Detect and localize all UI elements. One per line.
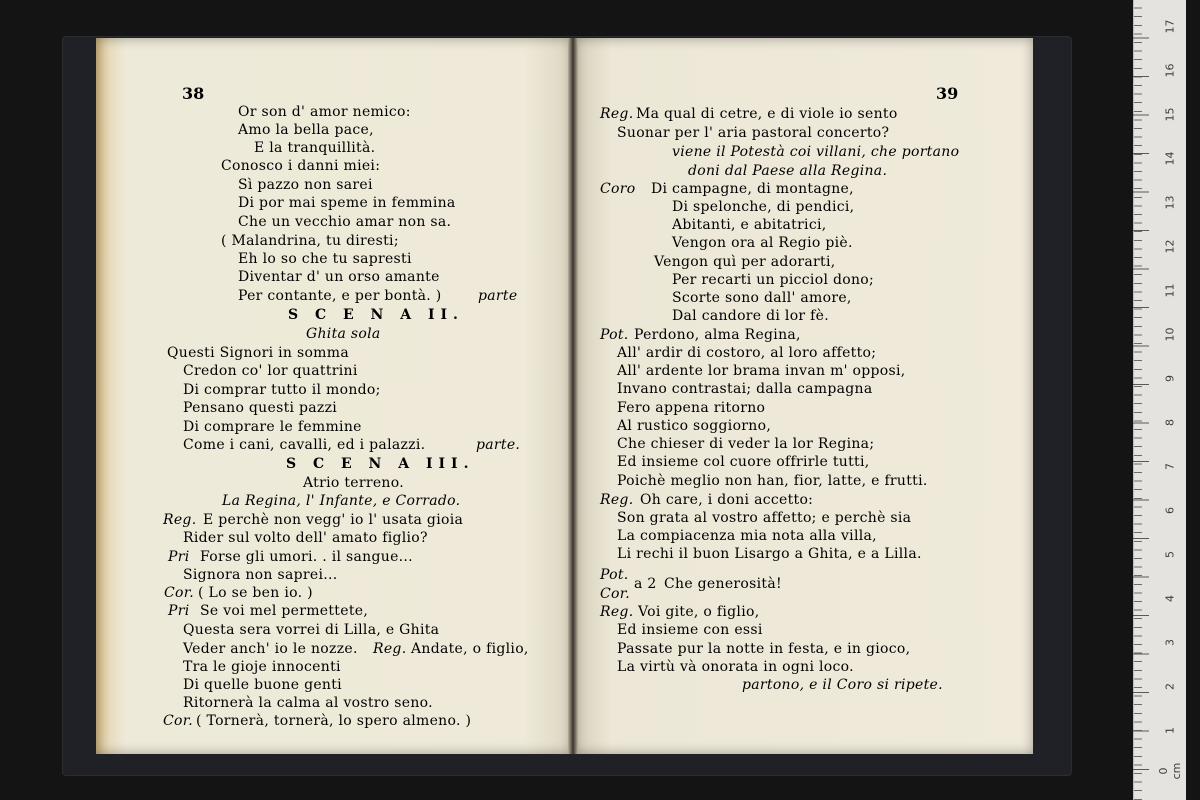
scene-heading: S C E N A II. (288, 307, 464, 323)
verse-line: Come i cani, cavalli, ed i palazzi. (183, 437, 426, 453)
verse-line: Passate pur la notte in festa, e in gioco, (617, 641, 911, 657)
stage-direction: La Regina, l' Infante, e Corrado. (222, 493, 461, 509)
verse-line: Invano contrastai; dalla campagna (617, 381, 873, 397)
ruler-mark: 16 (1163, 63, 1177, 78)
verse-line: Li rechi il buon Lisargo a Ghita, e a Lilla. (617, 546, 922, 562)
ruler-mark: 8 (1163, 419, 1177, 426)
ruler-mark: 2 (1163, 683, 1177, 690)
verse-line: ( Malandrina, tu diresti; (221, 233, 399, 249)
stage-direction: parte (478, 288, 518, 304)
speaker-label: Reg. (600, 604, 634, 620)
stage-direction: viene il Potestà coi villani, che portano (672, 144, 960, 160)
ruler-mark: 3 (1163, 639, 1177, 646)
speaker-label: Coro (600, 181, 636, 197)
verse-line: Veder anch' io le nozze. (183, 641, 358, 657)
verse-line: Se voi mel permettete, (200, 603, 369, 619)
verse-line: All' ardir di costoro, al loro affetto; (617, 345, 877, 361)
verse-line: Voi gite, o figlio, (638, 604, 760, 620)
ruler-mark: 5 (1163, 551, 1177, 558)
verse-line: Suonar per l' aria pastoral concerto? (617, 125, 890, 141)
verse-line: E la tranquillità. (254, 140, 376, 156)
verse-line: Per contante, e per bontà. ) (238, 288, 442, 304)
ruler-mark: 7 (1163, 463, 1177, 470)
verse-line: Ma qual di cetre, e di viole io sento (636, 106, 898, 122)
verse-line: Signora non saprei... (183, 567, 338, 583)
book-gutter (568, 38, 578, 754)
speaker-label: Reg. (163, 512, 197, 528)
verse-line: Di comprar tutto il mondo; (183, 382, 381, 398)
verse-line: Or son d' amor nemico: (238, 104, 411, 120)
verse-line: Di spelonche, di pendici, (672, 199, 855, 215)
verse-line: Che generosità! (664, 576, 782, 592)
verse-line: Che un vecchio amar non sa. (238, 214, 452, 230)
speaker-label: Pri (168, 603, 190, 619)
verse-line: Credon co' lor quattrini (183, 363, 358, 379)
verse-line: Per recarti un picciol dono; (672, 272, 875, 288)
verse-line: Ed insieme con essi (617, 622, 763, 638)
verse-line: Di por mai speme in femmina (238, 195, 456, 211)
verse-line: Questi Signori in somma (167, 345, 349, 361)
speaker-label: Pot. (600, 327, 629, 343)
ruler-mark: 1 (1163, 727, 1177, 734)
stage-direction: Ghita sola (306, 326, 381, 342)
ruler-mark: 9 (1163, 375, 1177, 382)
verse-line: La compiacenza mia nota alla villa, (617, 528, 877, 544)
verse-line: Atrio terreno. (303, 475, 404, 491)
verse-line: ( Lo se ben io. ) (198, 585, 313, 601)
verse-line: E perchè non vegg' io l' usata gioia (203, 512, 464, 528)
speaker-label: Cor. (163, 713, 193, 729)
verse-line: All' ardente lor brama invan m' opposi, (617, 363, 906, 379)
page-number-right: 39 (936, 84, 959, 103)
verse-line: Dal candore di lor fè. (672, 308, 829, 324)
speaker-label: Cor. (600, 586, 630, 602)
ruler-mark: 14 (1163, 151, 1177, 166)
verse-line: Scorte sono dall' amore, (672, 290, 852, 306)
verse-line: Questa sera vorrei di Lilla, e Ghita (183, 622, 440, 638)
verse-line: Perdono, alma Regina, (634, 327, 801, 343)
verse-line: Pensano questi pazzi (183, 400, 338, 416)
verse-line: Conosco i danni miei: (221, 158, 381, 174)
verse-line: Vengon quì per adorarti, (654, 254, 836, 270)
ruler-mark: 10 (1163, 327, 1177, 342)
verse-line: Al rustico soggiorno, (617, 418, 772, 434)
verse-line: Di comprare le femmine (183, 419, 362, 435)
verse-line: Forse gli umori. . il sangue... (200, 549, 413, 565)
verse-line: Amo la bella pace, (238, 122, 374, 138)
ruler-mark: 13 (1163, 195, 1177, 210)
page-number-left: 38 (182, 84, 205, 103)
ruler-mark: 4 (1163, 595, 1177, 602)
speaker-label: Reg. (600, 106, 634, 122)
verse-line: Abitanti, e abitatrici, (672, 217, 827, 233)
stage-direction: doni dal Paese alla Regina. (688, 163, 888, 179)
ruler-mark: 11 (1163, 283, 1177, 298)
verse-line: Eh lo so che tu sapresti (238, 251, 412, 267)
verse-line: Fero appena ritorno (617, 400, 766, 416)
speaker-label: Reg. (600, 492, 634, 508)
speaker-label: Pri (168, 549, 190, 565)
verse-line: Di quelle buone genti (183, 677, 342, 693)
ruler-unit-label: 0 cm (1157, 762, 1183, 780)
verse-line: Diventar d' un orso amante (238, 269, 440, 285)
verse-line: La virtù và onorata in ogni loco. (617, 659, 854, 675)
ruler-mark: 15 (1163, 107, 1177, 122)
verse-line: Sì pazzo non sarei (238, 177, 373, 193)
speaker-label: Reg. (373, 641, 407, 657)
verse-line: Di campagne, di montagne, (651, 181, 854, 197)
verse-line: Ed insieme col cuore offrirle tutti, (617, 454, 870, 470)
speaker-label: Cor. (164, 585, 194, 601)
verse-line: Vengon ora al Regio piè. (672, 235, 853, 251)
verse-line: Tra le gioje innocenti (183, 659, 341, 675)
chorus-marker: a 2 (634, 576, 657, 592)
stage-direction: parte. (476, 437, 521, 453)
ruler-ticks (1133, 0, 1149, 800)
ruler-mark: 12 (1163, 239, 1177, 254)
stage-direction: partono, e il Coro si ripete. (742, 677, 943, 693)
verse-line: Oh care, i doni accetto: (640, 492, 814, 508)
scene-heading: S C E N A III. (286, 456, 475, 472)
verse-line: Andate, o figlio, (411, 641, 529, 657)
speaker-label: Pot. (600, 567, 629, 583)
verse-line: Poichè meglio non han, fior, latte, e frutti. (617, 473, 928, 489)
ruler-mark: 17 (1163, 19, 1177, 34)
ruler-mark: 6 (1163, 507, 1177, 514)
verse-line: Rider sul volto dell' amato figlio? (183, 530, 428, 546)
verse-line: Che chieser di veder la lor Regina; (617, 436, 875, 452)
verse-line: ( Tornerà, tornerà, lo spero almeno. ) (196, 713, 472, 729)
verse-line: Son grata al vostro affetto; e perchè sia (617, 510, 912, 526)
verse-line: Ritornerà la calma al vostro seno. (183, 695, 433, 711)
